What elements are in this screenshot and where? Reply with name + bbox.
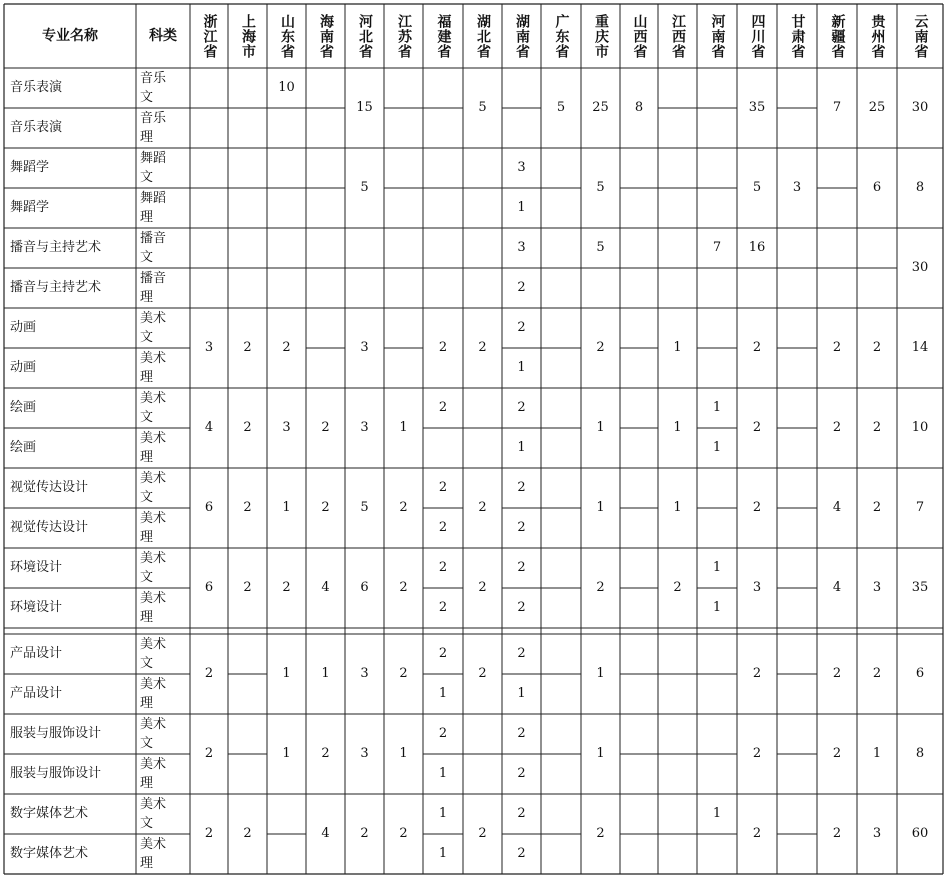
header-province: 新疆省 — [829, 13, 846, 59]
value-cell: 1 — [517, 686, 526, 701]
value-cell: 2 — [872, 666, 882, 681]
value-cell: 2 — [832, 826, 842, 841]
value-cell: 2 — [752, 666, 762, 681]
value-cell: 2 — [752, 420, 762, 435]
row-category: 美术文 — [140, 391, 167, 425]
value-cell: 1 — [712, 806, 722, 821]
value-cell: 30 — [911, 100, 929, 115]
value-cell: 2 — [399, 666, 408, 681]
value-cell: 5 — [360, 500, 369, 515]
header-province: 江西省 — [670, 13, 686, 59]
value-cell: 2 — [872, 420, 882, 435]
header-province: 河北省 — [357, 13, 373, 59]
value-cell: 8 — [915, 180, 925, 195]
row-category: 美术文 — [140, 551, 167, 585]
value-cell: 2 — [243, 420, 252, 435]
row-major: 服装与服饰设计 — [10, 766, 102, 781]
value-cell: 2 — [243, 500, 252, 515]
value-cell: 2 — [399, 580, 408, 595]
value-cell: 2 — [872, 500, 882, 515]
row-major: 环境设计 — [10, 600, 63, 615]
value-cell: 7 — [915, 500, 925, 515]
value-cell: 1 — [712, 400, 722, 415]
value-cell: 4 — [832, 580, 842, 595]
row-category: 播音文 — [140, 231, 167, 265]
row-category: 舞蹈文 — [140, 151, 167, 185]
row-major: 音乐表演 — [10, 120, 63, 135]
row-major: 服装与服饰设计 — [10, 726, 102, 741]
value-cell: 2 — [752, 340, 762, 355]
value-cell: 2 — [399, 826, 408, 841]
value-cell: 1 — [872, 746, 882, 761]
value-cell: 2 — [517, 766, 526, 781]
header-province: 福建省 — [435, 13, 452, 59]
value-cell: 1 — [596, 746, 605, 761]
value-cell: 1 — [399, 746, 408, 761]
value-cell: 6 — [915, 666, 925, 681]
header-province: 湖北省 — [475, 13, 491, 59]
row-category: 美术理 — [140, 431, 167, 465]
row-category: 美术文 — [140, 797, 167, 831]
row-major: 数字媒体艺术 — [10, 806, 89, 821]
value-cell: 2 — [517, 560, 526, 575]
value-cell: 1 — [712, 600, 722, 615]
value-cell: 5 — [596, 240, 605, 255]
header-province: 上海市 — [240, 13, 256, 59]
value-cell: 3 — [282, 420, 291, 435]
value-cell: 5 — [596, 180, 605, 195]
value-cell: 2 — [478, 666, 487, 681]
row-category: 舞蹈理 — [140, 191, 167, 225]
value-cell: 4 — [321, 580, 330, 595]
value-cell: 3 — [360, 340, 369, 355]
value-cell: 1 — [282, 746, 291, 761]
value-cell: 2 — [321, 420, 330, 435]
value-cell: 8 — [915, 746, 925, 761]
value-cell: 2 — [673, 580, 682, 595]
header-province: 山东省 — [279, 13, 295, 59]
value-cell: 2 — [282, 340, 291, 355]
value-cell: 3 — [360, 420, 369, 435]
value-cell: 1 — [673, 420, 682, 435]
value-cell: 2 — [321, 746, 330, 761]
value-cell: 1 — [282, 500, 291, 515]
header-province: 贵州省 — [869, 13, 886, 59]
header-province: 湖南省 — [514, 13, 530, 59]
value-cell: 2 — [204, 746, 214, 761]
value-cell: 2 — [478, 500, 487, 515]
value-cell: 2 — [438, 600, 448, 615]
value-cell: 7 — [832, 100, 842, 115]
value-cell: 3 — [204, 340, 214, 355]
value-cell: 25 — [592, 100, 609, 115]
value-cell: 1 — [438, 846, 448, 861]
row-major: 视觉传达设计 — [10, 520, 89, 535]
value-cell: 5 — [360, 180, 369, 195]
value-cell: 2 — [478, 340, 487, 355]
value-cell: 3 — [517, 240, 526, 255]
header-province: 云南省 — [912, 13, 929, 59]
value-cell: 1 — [517, 440, 526, 455]
value-cell: 2 — [752, 826, 762, 841]
value-cell: 35 — [748, 100, 766, 115]
row-category: 美术理 — [140, 511, 167, 545]
row-category: 美术理 — [140, 591, 167, 625]
row-major: 产品设计 — [10, 686, 63, 701]
row-major: 环境设计 — [10, 560, 63, 575]
value-cell: 8 — [634, 100, 644, 115]
row-category: 音乐文 — [140, 71, 167, 105]
value-cell: 2 — [438, 480, 448, 495]
value-cell: 4 — [321, 826, 330, 841]
row-category: 美术理 — [140, 351, 167, 385]
value-cell: 3 — [872, 580, 882, 595]
value-cell: 2 — [243, 580, 252, 595]
value-cell: 1 — [596, 666, 605, 681]
value-cell: 2 — [832, 420, 842, 435]
value-cell: 3 — [517, 160, 526, 175]
row-category: 音乐理 — [140, 111, 167, 145]
row-major: 绘画 — [10, 400, 37, 415]
value-cell: 2 — [243, 826, 252, 841]
value-cell: 7 — [712, 240, 722, 255]
header-province: 重庆市 — [593, 13, 609, 59]
value-cell: 1 — [282, 666, 291, 681]
value-cell: 25 — [868, 100, 886, 115]
value-cell: 6 — [204, 500, 214, 515]
row-major: 动画 — [10, 360, 37, 375]
value-cell: 1 — [673, 500, 682, 515]
value-cell: 2 — [204, 826, 214, 841]
value-cell: 1 — [321, 666, 330, 681]
value-cell: 5 — [752, 180, 762, 195]
value-cell: 3 — [872, 826, 882, 841]
header-major: 专业名称 — [42, 28, 98, 44]
value-cell: 1 — [438, 766, 448, 781]
value-cell: 3 — [360, 746, 369, 761]
value-cell: 14 — [911, 340, 929, 355]
value-cell: 2 — [360, 826, 369, 841]
header-province: 四川省 — [749, 13, 766, 59]
value-cell: 2 — [438, 560, 448, 575]
value-cell: 6 — [204, 580, 214, 595]
value-cell: 16 — [748, 240, 766, 255]
value-cell: 6 — [872, 180, 882, 195]
row-major: 产品设计 — [10, 646, 63, 661]
value-cell: 2 — [517, 726, 526, 741]
value-cell: 2 — [438, 646, 448, 661]
row-major: 视觉传达设计 — [10, 480, 89, 495]
value-cell: 2 — [517, 520, 526, 535]
header-province: 江苏省 — [396, 13, 412, 59]
value-cell: 2 — [517, 846, 526, 861]
row-category: 播音理 — [140, 271, 167, 305]
value-cell: 2 — [478, 580, 487, 595]
row-category: 美术文 — [140, 311, 167, 345]
value-cell: 1 — [438, 686, 448, 701]
value-cell: 1 — [712, 440, 722, 455]
value-cell: 2 — [517, 806, 526, 821]
value-cell: 2 — [243, 340, 252, 355]
value-cell: 1 — [596, 420, 605, 435]
value-cell: 2 — [204, 666, 214, 681]
header-province: 山西省 — [631, 13, 648, 59]
value-cell: 4 — [204, 420, 214, 435]
value-cell: 2 — [752, 746, 762, 761]
value-cell: 2 — [517, 600, 526, 615]
value-cell: 6 — [360, 580, 369, 595]
row-category: 美术文 — [140, 637, 167, 671]
value-cell: 1 — [438, 806, 448, 821]
row-category: 美术理 — [140, 757, 167, 791]
row-major: 播音与主持艺术 — [10, 240, 102, 255]
value-cell: 2 — [517, 400, 526, 415]
value-cell: 1 — [673, 340, 682, 355]
value-cell: 2 — [752, 500, 762, 515]
row-major: 舞蹈学 — [10, 200, 50, 215]
value-cell: 1 — [712, 560, 722, 575]
header-province: 广东省 — [553, 13, 570, 59]
row-major: 绘画 — [10, 440, 37, 455]
value-cell: 5 — [556, 100, 566, 115]
row-major: 舞蹈学 — [10, 160, 50, 175]
row-major: 动画 — [10, 320, 37, 335]
value-cell: 2 — [282, 580, 291, 595]
value-cell: 2 — [517, 646, 526, 661]
row-major: 音乐表演 — [10, 80, 63, 95]
value-cell: 1 — [517, 200, 526, 215]
value-cell: 2 — [438, 400, 448, 415]
value-cell: 2 — [832, 340, 842, 355]
value-cell: 35 — [911, 580, 929, 595]
value-cell: 1 — [596, 500, 605, 515]
value-cell: 2 — [478, 826, 487, 841]
header-province: 海南省 — [318, 13, 334, 59]
value-cell: 2 — [321, 500, 330, 515]
row-major: 播音与主持艺术 — [10, 280, 102, 295]
value-cell: 2 — [517, 320, 526, 335]
value-cell: 2 — [832, 666, 842, 681]
value-cell: 3 — [792, 180, 802, 195]
value-cell: 1 — [517, 360, 526, 375]
header-province: 浙江省 — [201, 13, 218, 59]
value-cell: 15 — [356, 100, 373, 115]
value-cell: 2 — [596, 340, 605, 355]
header-province: 甘肃省 — [789, 13, 806, 59]
header-province: 河南省 — [709, 13, 726, 59]
row-category: 美术文 — [140, 717, 167, 751]
header-category: 科类 — [149, 28, 177, 44]
value-cell: 2 — [438, 340, 448, 355]
value-cell: 2 — [872, 340, 882, 355]
value-cell: 60 — [911, 826, 929, 841]
value-cell: 2 — [517, 480, 526, 495]
value-cell: 2 — [596, 580, 605, 595]
value-cell: 2 — [596, 826, 605, 841]
row-category: 美术理 — [140, 677, 167, 711]
row-category: 美术理 — [140, 837, 167, 871]
value-cell: 2 — [438, 726, 448, 741]
value-cell: 5 — [478, 100, 487, 115]
value-cell: 3 — [360, 666, 369, 681]
value-cell: 2 — [399, 500, 408, 515]
value-cell: 1 — [399, 420, 408, 435]
value-cell: 10 — [278, 80, 295, 95]
value-cell: 10 — [911, 420, 929, 435]
value-cell: 2 — [832, 746, 842, 761]
row-major: 数字媒体艺术 — [10, 846, 89, 861]
value-cell: 2 — [438, 520, 448, 535]
value-cell: 2 — [517, 280, 526, 295]
row-category: 美术文 — [140, 471, 167, 505]
value-cell: 3 — [752, 580, 762, 595]
value-cell: 4 — [832, 500, 842, 515]
value-cell: 30 — [911, 260, 929, 275]
